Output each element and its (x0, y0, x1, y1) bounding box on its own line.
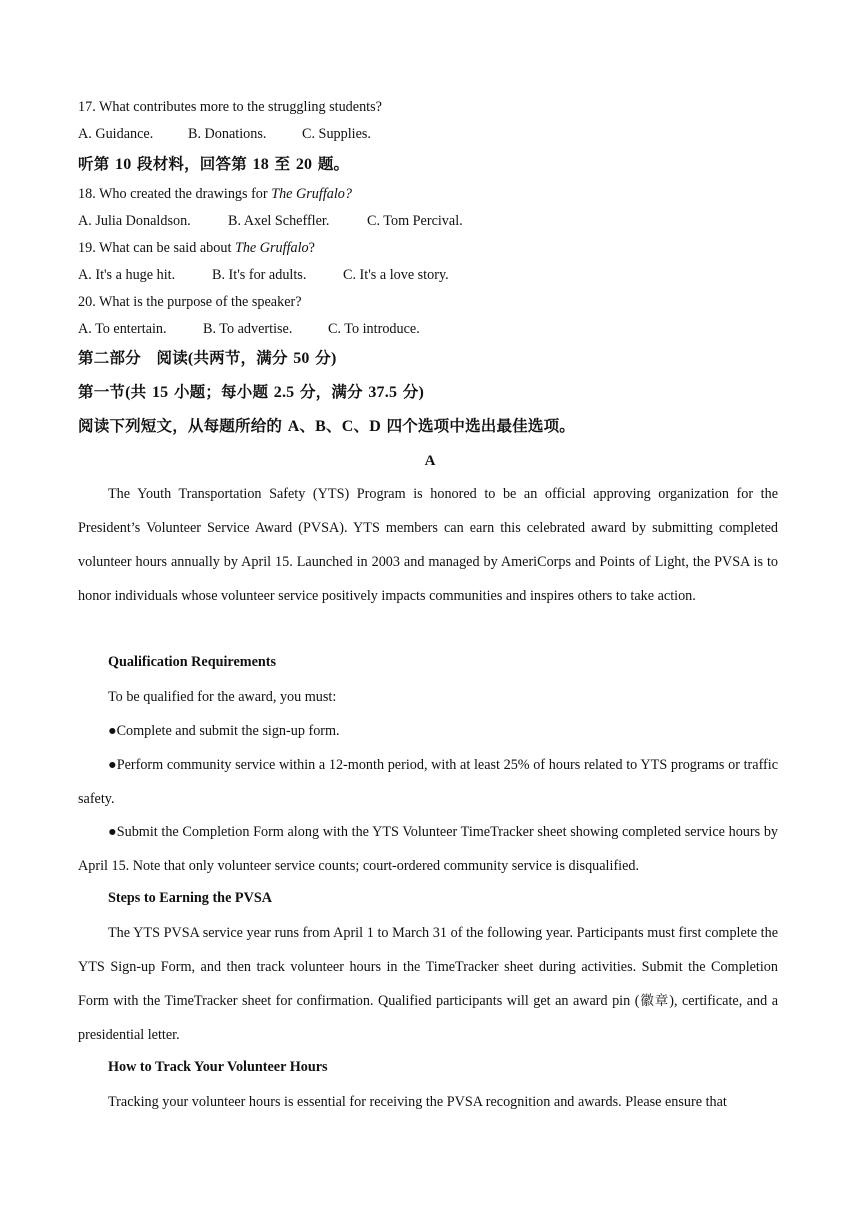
option-a: A. Guidance. (78, 126, 154, 142)
qualification-heading: Qualification Requirements (108, 654, 277, 670)
question-18-stem: 18. Who created the drawings for The Gruffalo? (78, 186, 352, 202)
listening-instruction: 听第 10 段材料，回答第 18 至 20 题。 (78, 155, 350, 173)
question-17-stem: 17. What contributes more to the struggling students? (78, 99, 382, 115)
option-c: C. Tom Percival. (367, 213, 463, 229)
requirement-item: ●Perform community service within a 12-month period, with at least 25% of hours related to YTS programs or traffic safety. (78, 757, 778, 807)
tracking-heading: How to Track Your Volunteer Hours (108, 1059, 328, 1075)
option-b: B. It's for adults. (212, 267, 307, 283)
option-b: B. Donations. (188, 126, 267, 142)
option-a: A. Julia Donaldson. (78, 213, 191, 229)
option-a: A. To entertain. (78, 321, 167, 337)
question-17-options (78, 125, 371, 143)
part-two-heading: 第二部分 阅读(共两节，满分 50 分) (78, 349, 337, 367)
question-19-options (78, 266, 449, 284)
reading-instruction: 阅读下列短文，从每题所给的 A、B、C、D 四个选项中选出最佳选项。 (78, 417, 575, 435)
question-19-stem: 19. What can be said about The Gruffalo? (78, 240, 315, 256)
steps-heading: Steps to Earning the PVSA (108, 890, 272, 906)
option-b: B. Axel Scheffler. (228, 213, 330, 229)
bullet-icon: ● (108, 824, 117, 840)
option-a: A. It's a huge hit. (78, 267, 176, 283)
requirements-lead: To be qualified for the award, you must: (108, 689, 337, 705)
bullet-icon: ● (108, 757, 117, 773)
question-18-options (78, 212, 463, 230)
bullet-icon: ● (108, 723, 117, 739)
requirement-item: ●Complete and submit the sign-up form. (108, 723, 340, 739)
steps-paragraph: The YTS PVSA service year runs from April 1 to March 31 of the following year. Participants must first complete the YTS Sign-up Form, and then track volunteer hours in the TimeTracker sheet during activities. Submit the Completion Form with the TimeTracker sheet for confirmation. Qualified participants will get an award pin (徽章), certificate, and a presidential letter. (78, 925, 778, 1043)
passage-letter: A (424, 453, 436, 469)
question-20-stem: 20. What is the purpose of the speaker? (78, 294, 302, 310)
section-one-heading: 第一节(共 15 小题；每小题 2.5 分，满分 37.5 分) (78, 383, 424, 401)
tracking-paragraph: Tracking your volunteer hours is essential for receiving the PVSA recognition and awards. Please ensure that (108, 1094, 727, 1110)
option-c: C. To introduce. (328, 321, 420, 337)
option-b: B. To advertise. (203, 321, 293, 337)
requirement-item: ●Submit the Completion Form along with the YTS Volunteer TimeTracker sheet showing completed service hours by April 15. Note that only volunteer service counts; court-ordered community service is disqualified. (78, 824, 779, 874)
option-c: C. Supplies. (302, 126, 371, 142)
option-c: C. It's a love story. (343, 267, 449, 283)
passage-intro: The Youth Transportation Safety (YTS) Program is honored to be an official approving organization for the President’s Volunteer Service Award (PVSA). YTS members can earn this celebrated award by submitting completed volunteer hours annually by April 15. Launched in 2003 and managed by AmeriCorps and Points of Light, the PVSA is to honor individuals whose volunteer service positively impacts communities and inspires others to take action. (78, 486, 778, 604)
question-20-options (78, 320, 420, 338)
